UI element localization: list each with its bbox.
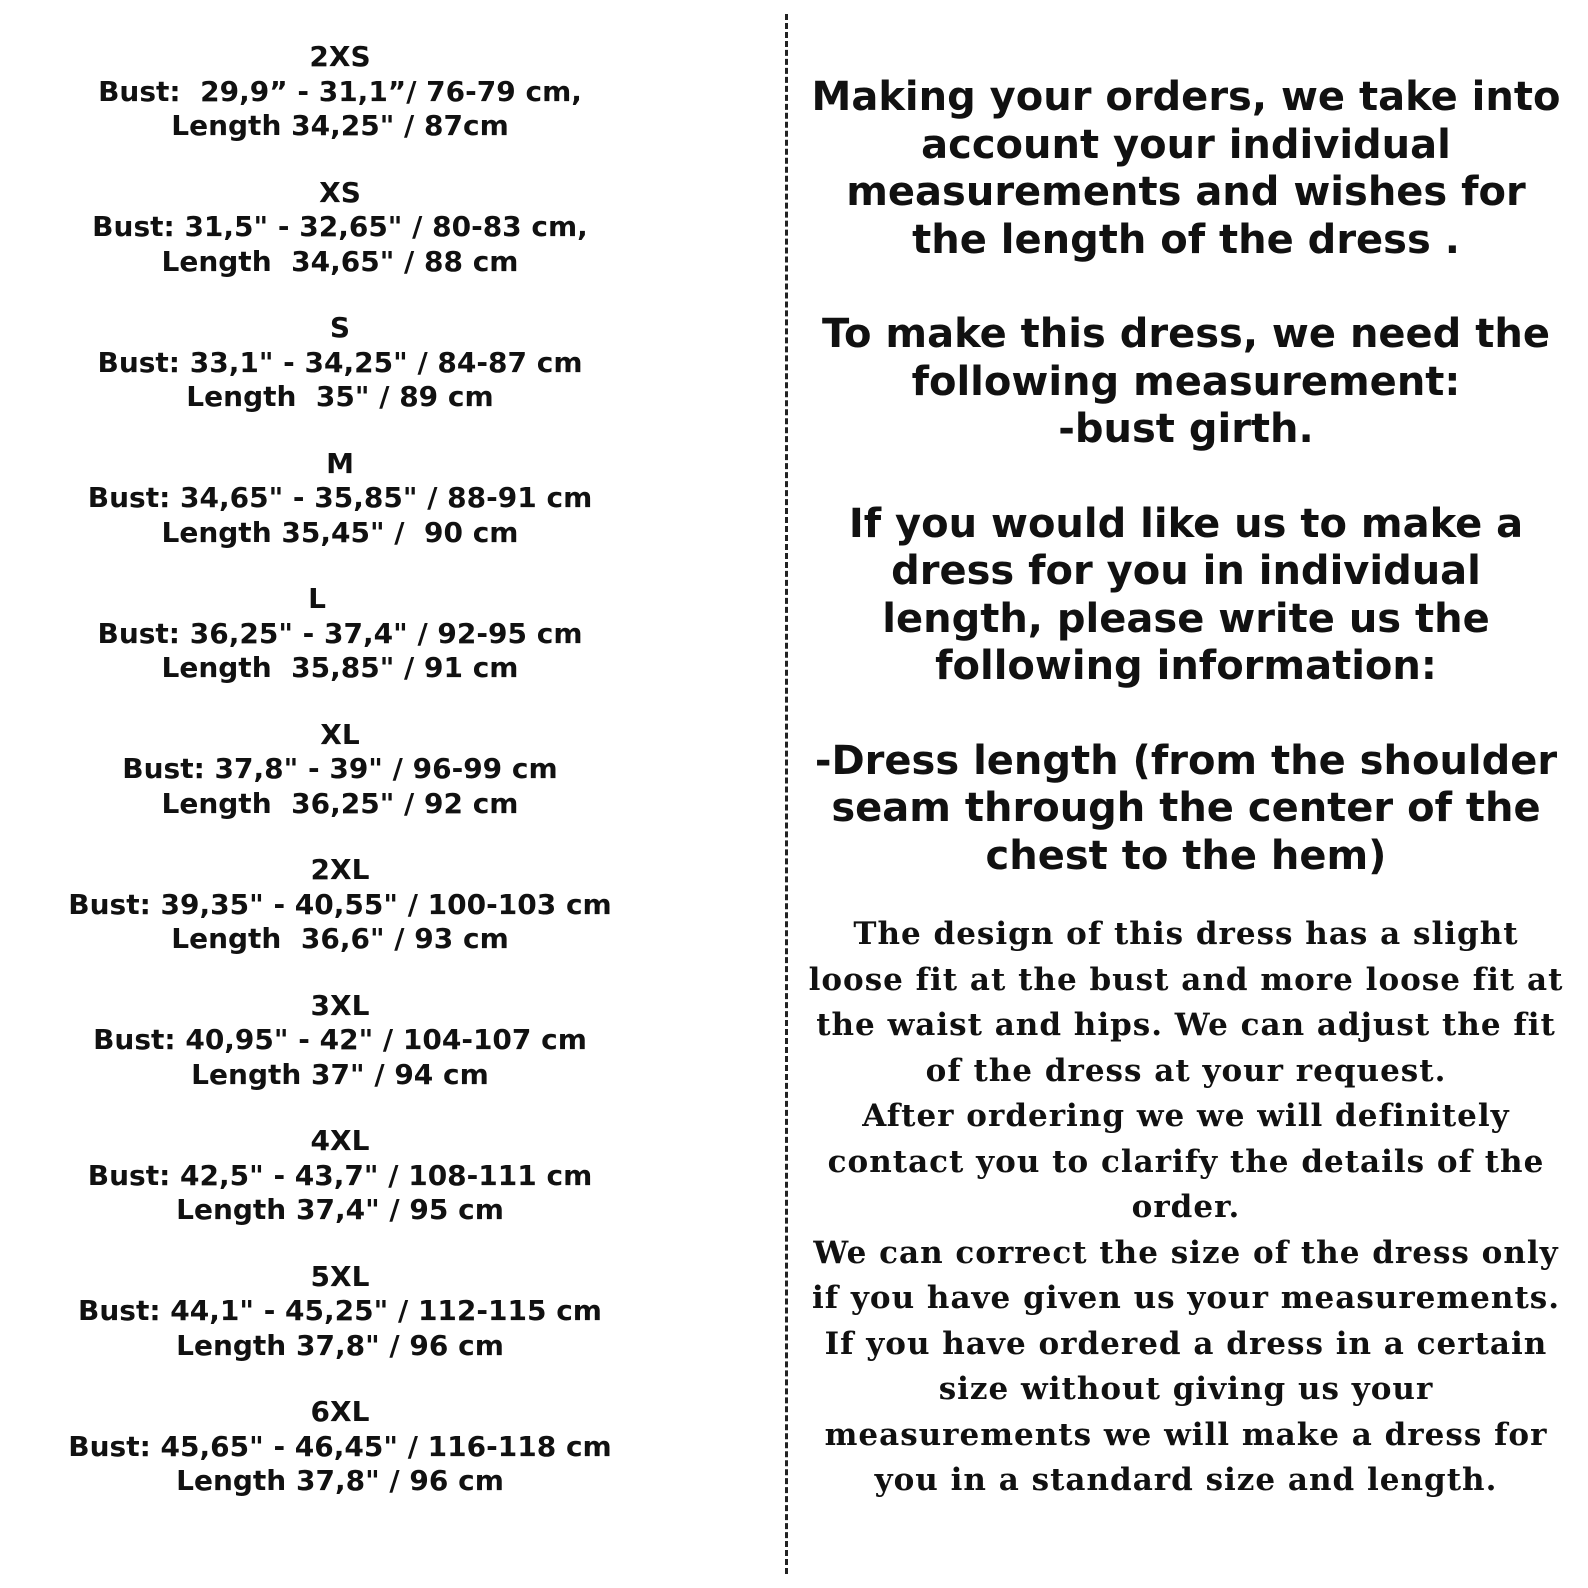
- length-measurement: Length 36,6" / 93 cm: [171, 922, 509, 955]
- bust-measurement: Bust: 37,8" - 39" / 96-99 cm: [122, 752, 558, 785]
- size-block-s: [40, 311, 640, 415]
- size-label: M: [326, 446, 354, 480]
- length-measurement: Length 35,45" / 90 cm: [161, 515, 519, 549]
- size-block-xl: [40, 718, 640, 822]
- bust-measurement: Bust: 33,1" - 34,25" / 84-87 cm: [97, 345, 583, 379]
- bust-measurement: Bust: 40,95" - 42" / 104-107 cm: [93, 1023, 587, 1056]
- bust-measurement: Bust: 31,5" - 32,65" / 80-83 cm,: [92, 210, 588, 243]
- bust-measurement: Bust: 42,5" - 43,7" / 108-111 cm: [87, 1158, 593, 1192]
- dashed-divider: [785, 14, 788, 1574]
- size-block-l: [40, 582, 640, 686]
- size-label: 3XL: [310, 988, 370, 1022]
- length-measurement: Length 36,25" / 92 cm: [161, 786, 519, 820]
- length-measurement: Length 37,8" / 96 cm: [176, 1328, 504, 1362]
- size-block-2xs: [40, 40, 640, 144]
- size-block-4xl: [40, 1124, 640, 1228]
- ordering-info: [806, 74, 1566, 1504]
- size-label: XS: [319, 175, 361, 209]
- bust-measurement: Bust: 36,25" - 37,4" / 92-95 cm: [97, 616, 583, 650]
- length-measurement: Length 37,4" / 95 cm: [176, 1193, 504, 1226]
- length-measurement: Length 37" / 94 cm: [191, 1057, 489, 1091]
- size-label: S: [329, 311, 351, 344]
- intro-paragraph: Making your orders, we take into account your individual measurements and wishes for the length of the dress .: [811, 74, 1561, 263]
- size-label: 2XL: [310, 853, 370, 886]
- individual-length-paragraph: If you would like us to make a dress for you in individual length, please write us the following information:: [848, 500, 1524, 689]
- bust-measurement: Bust: 39,35" - 40,55" / 100-103 cm: [68, 887, 612, 921]
- size-label: XL: [320, 717, 360, 751]
- size-block-5xl: [40, 1260, 640, 1364]
- size-label: 6XL: [310, 1395, 370, 1428]
- size-block-6xl: [40, 1395, 640, 1499]
- size-block-2xl: [40, 853, 640, 957]
- length-measurement: Length 35,85" / 91 cm: [161, 651, 519, 684]
- bust-measurement: Bust: 44,1" - 45,25" / 112-115 cm: [78, 1294, 602, 1327]
- fit-notes-paragraph: The design of this dress has a slight loose fit at the bust and more loose fit at the waist and hips. We can adjust the fit of the dress at your request. After ordering we we will definitely contact you to clarify the details of the order. We can correct the size of the dress only if you have given us your measurements. If you have ordered a dress in a certain size without giving us your measurements we will make a dress for you in a standard size and length.: [808, 916, 1564, 1498]
- size-label: L: [308, 582, 326, 615]
- length-measurement: Length 35" / 89 cm: [186, 380, 494, 413]
- length-measurement: Length 34,65" / 88 cm: [161, 244, 519, 278]
- bust-measurement: Bust: 45,65" - 46,45" / 116-118 cm: [68, 1429, 612, 1463]
- size-label: 2XS: [309, 40, 371, 73]
- dress-length-paragraph: -Dress length (from the shoulder seam through the center of the chest to the hem): [814, 737, 1558, 879]
- length-measurement: Length 37,8" / 96 cm: [176, 1464, 504, 1497]
- size-block-xs: [40, 176, 640, 280]
- size-block-m: [40, 447, 640, 551]
- size-block-3xl: [40, 989, 640, 1093]
- size-label: 4XL: [310, 1124, 370, 1157]
- length-measurement: Length 34,25" / 87cm: [171, 109, 509, 142]
- bust-measurement: Bust: 34,65" - 35,85" / 88-91 cm: [87, 481, 593, 514]
- size-label: 5XL: [310, 1259, 370, 1293]
- bust-measurement: Bust: 29,9” - 31,1”/ 76-79 cm,: [98, 74, 582, 108]
- size-chart: [40, 40, 640, 1531]
- measurement-requirement-paragraph: To make this dress, we need the following measurement: -bust girth.: [822, 311, 1550, 452]
